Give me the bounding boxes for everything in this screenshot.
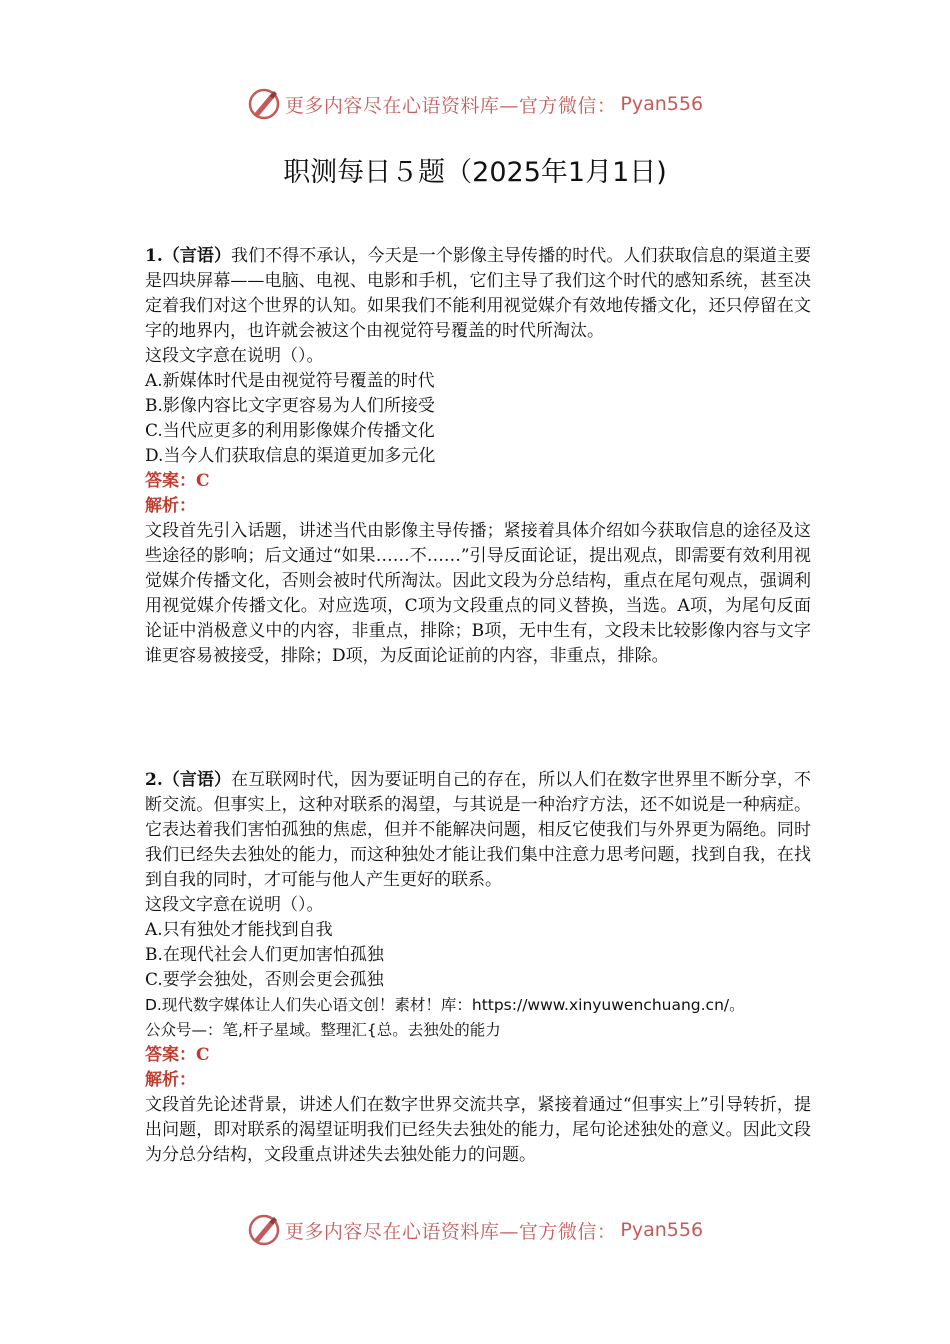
question-1-text: 我们不得不承认，今天是一个影像主导传播的时代。人们获取信息的渠道主要是四块屏幕——电脑、电视、电影和手机，它们主导了我们这个时代的感知系统，甚至决定着我们对这个世界的认知。如果我们不能利用视觉媒介有效地传播文化，还只停留在文字的地界内，也许就会被这个由视觉符号覆盖的时代所淘汰。 (145, 246, 811, 341)
question-1-analysis-label: 解析： (145, 496, 196, 516)
question-2-option-a: A.只有独处才能找到自我 (145, 920, 333, 940)
question-1-answer: 答案：C (145, 471, 210, 491)
question-2 (145, 768, 811, 1168)
question-1-option-c: C.当代应更多的利用影像媒介传播文化 (145, 421, 435, 441)
page-title: 职测每日５题（2025年1月1日) (283, 157, 667, 188)
question-1-prompt: 这段文字意在说明（）。 (145, 346, 324, 366)
question-2-text: 在互联网时代，因为要证明自己的存在，所以人们在数字世界里不断分享，不断交流。但事实上，这种对联系的渴望，与其说是一种治疗方法，还不如说是一种病症。它表达着我们害怕孤独的焦虑，但并不能解决问题，相反它使我们与外界更为隔绝。同时我们已经失去独处的能力，而这种独处才能让我们集中注意力思考问题，找到自我，在找到自我的同时，才可能与他人产生更好的联系。 (145, 770, 811, 890)
question-1-passage (145, 244, 811, 344)
question-2-prompt: 这段文字意在说明（）。 (145, 895, 324, 915)
banner-text: 更多内容尽在心语资料库—官方微信： (284, 1220, 617, 1243)
question-1-option-b: B.影像内容比文字更容易为人们所接受 (145, 396, 435, 416)
pen-logo-icon (247, 1213, 281, 1247)
banner-wechat-id: Pyan556 (620, 93, 704, 115)
question-2-passage (145, 768, 811, 893)
question-2-option-c: C.要学会独处，否则会更会孤独 (145, 970, 384, 990)
question-2-analysis: 文段首先论述背景，讲述人们在数字世界交流共享，紧接着通过“但事实上”引导转折，提出问题，即对联系的渴望证明我们已经失去独处的能力，尾句论述独处的意义。因此文段为分总分结构，文段重点讲述失去独处能力的问题。 (145, 1095, 811, 1165)
header-watermark-banner (0, 84, 950, 124)
footer-watermark-banner (0, 1210, 950, 1250)
question-2-option-b: B.在现代社会人们更加害怕孤独 (145, 945, 384, 965)
question-1-option-a: A.新媒体时代是由视觉符号覆盖的时代 (145, 371, 435, 391)
question-2-option-d-line-1: D.现代数字媒体让人们失心语文创！素材！库：https://www.xinyuwenchuang.cn/。 (145, 996, 745, 1014)
question-2-analysis-label: 解析： (145, 1070, 196, 1090)
pen-logo-icon (247, 87, 281, 121)
question-2-option-d-line-2: 公众号—：笔,杆子星域。整理汇{总。去独处的能力 (145, 1021, 501, 1039)
banner-wechat-id: Pyan556 (620, 1219, 704, 1241)
banner-text: 更多内容尽在心语资料库—官方微信： (284, 94, 617, 117)
question-1 (145, 244, 811, 669)
question-2-number: 2. (145, 770, 163, 790)
question-1-category: （言语） (162, 246, 232, 266)
question-1-option-d: D.当今人们获取信息的渠道更加多元化 (145, 446, 436, 466)
question-1-analysis: 文段首先引入话题，讲述当代由影像主导传播；紧接着具体介绍如今获取信息的途径及这些途径的影响；后文通过“如果……不……”引导反面论证，提出观点，即需要有效利用视觉媒介传播文化，否则会被时代所淘汰。因此文段为分总结构，重点在尾句观点，强调利用视觉媒介传播文化。对应选项，C项为文段重点的同义替换，当选。A项，为尾句反面论证中消极意义中的内容，非重点，排除；B项，无中生有，文段未比较影像内容与文字谁更容易被接受，排除；D项，为反面论证前的内容，非重点，排除。 (145, 521, 811, 666)
question-1-number: 1. (145, 246, 163, 266)
question-2-answer: 答案：C (145, 1045, 210, 1065)
question-2-category: （言语） (162, 770, 232, 790)
